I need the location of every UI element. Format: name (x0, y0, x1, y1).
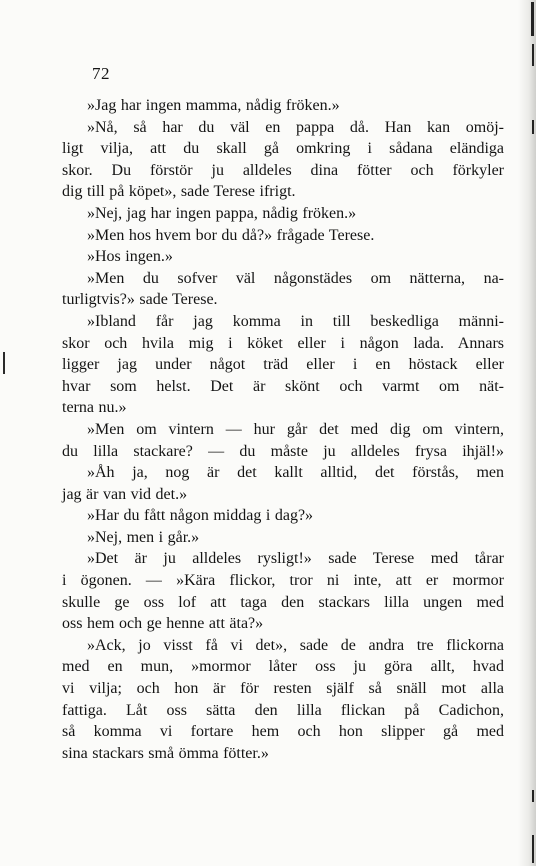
text-line: »Åh ja, nog är det kallt alltid, det förstås, men (87, 464, 504, 482)
text-line: turligtvis?» sade Terese. (62, 291, 218, 309)
text-line: »Det är ju alldeles rysligt!» sade Terese med tårar (87, 550, 504, 568)
text-line: »Nej, jag har ingen pappa, nådig fröken.» (87, 204, 357, 222)
text-line: så komma vi fortare hem och hon slipper gå med (62, 723, 504, 741)
text-line: vi vilja; och hon är för resten själf så snäll mot alla (62, 680, 504, 698)
page-number: 72 (92, 64, 110, 83)
text-line: ligt vilja, att du skall gå omkring i sådana eländiga (62, 140, 504, 158)
text-line: »Nå, så har du väl en pappa då. Han kan omöj- (87, 118, 504, 136)
page-edge-mark (532, 790, 534, 802)
text-line: hvar som helst. Det är skönt och varmt om nät- (62, 377, 504, 395)
page-edge-mark (531, 2, 534, 36)
text-line: skor och hvila mig i köket eller i någon lada. Annars (62, 334, 504, 352)
text-line: ligger jag under något träd eller i en höstack eller (62, 356, 504, 374)
text-line: jag är van vid det.» (62, 485, 188, 503)
text-line: skulle ge oss lof att taga den stackars lilla ungen med (62, 593, 504, 611)
text-line: »Hos ingen.» (87, 248, 173, 266)
body-text (62, 95, 504, 764)
text-line: du lilla stackare? — du måste ju alldeles frysa ihjäl!» (62, 442, 504, 460)
text-line: »Ack, jo visst få vi det», sade de andra tre flickorna (87, 636, 504, 654)
text-line: oss hem och ge henne att äta?» (62, 615, 264, 633)
page-edge-mark (532, 835, 534, 863)
page-edge-mark (532, 120, 534, 134)
text-line: »Men om vintern — hur går det med dig om vintern, (87, 420, 504, 438)
text-line: sina stackars små ömma fötter.» (62, 744, 269, 762)
text-line: »Men du sofver väl någonstädes om nätterna, na- (87, 269, 504, 287)
text-line: med en mun, »mormor låter oss ju göra allt, hvad (62, 658, 504, 676)
text-line: dig till på köpet», sade Terese ifrigt. (62, 183, 296, 201)
text-line: »Ibland får jag komma in till beskedliga männi- (87, 312, 504, 330)
text-line: »Har du fått någon middag i dag?» (87, 507, 314, 525)
page-edge-mark (3, 352, 5, 374)
text-line: »Jag har ingen mamma, nådig fröken.» (87, 97, 340, 114)
text-line: »Nej, men i går.» (87, 528, 200, 546)
text-line: terna nu.» (62, 399, 127, 417)
text-line: »Men hos hvem bor du då?» frågade Terese. (87, 226, 375, 244)
page-edge-mark (532, 44, 534, 66)
text-line: i ögonen. — »Kära flickor, tror ni inte, att er mormor (62, 572, 504, 590)
text-line: fattiga. Låt oss sätta den lilla flickan på Cadichon, (62, 701, 504, 719)
text-line: skor. Du förstör ju alldeles dina fötter och förkyler (62, 161, 504, 179)
